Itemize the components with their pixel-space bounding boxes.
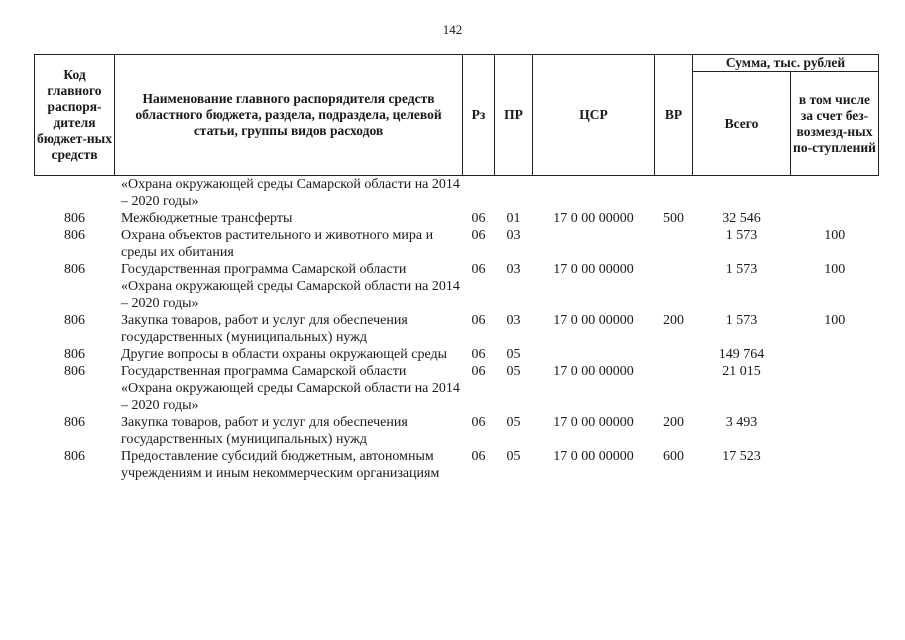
- header-sum-group: Сумма, тыс. рублей: [693, 55, 879, 72]
- row-name: Охрана объектов растительного и животного мира и среды их обитания: [121, 228, 434, 260]
- table-row: [35, 227, 879, 261]
- row-total: 3 493: [725, 415, 758, 430]
- row-code: 806: [64, 228, 85, 243]
- row-vr: [655, 346, 693, 363]
- table-row: [35, 210, 879, 227]
- row-vr: 200: [663, 415, 684, 430]
- page-number: 142: [442, 22, 463, 37]
- row-pr: 05: [506, 415, 521, 430]
- row-total: 1 573: [725, 262, 758, 277]
- row-code: 806: [64, 415, 85, 430]
- row-name: Другие вопросы в области охраны окружающей среды: [121, 347, 447, 362]
- table-row: [35, 414, 879, 448]
- header-pr: ПР: [495, 55, 533, 176]
- row-code: 806: [64, 262, 85, 277]
- row-rz: 06: [471, 211, 486, 226]
- row-total: 32 546: [722, 211, 761, 226]
- continuation-row: [35, 176, 879, 211]
- row-vr: 200: [663, 313, 684, 328]
- row-csr: 17 0 00 00000: [553, 262, 634, 277]
- budget-table: [34, 54, 879, 482]
- row-code: 806: [64, 211, 85, 226]
- row-incl: [791, 448, 879, 482]
- row-total: 1 573: [725, 313, 758, 328]
- row-incl: [791, 414, 879, 448]
- row-rz: 06: [471, 364, 486, 379]
- row-rz: 06: [471, 228, 486, 243]
- row-vr: [655, 363, 693, 414]
- row-vr: 500: [663, 211, 684, 226]
- header-name: Наименование главного распорядителя средств областного бюджета, раздела, подраздела, целевой статьи, группы видов расходов: [115, 55, 463, 176]
- row-csr: 17 0 00 00000: [553, 449, 634, 464]
- row-incl: 100: [824, 262, 846, 277]
- row-pr: 03: [506, 228, 521, 243]
- row-name: Государственная программа Самарской области «Охрана окружающей среды Самарской области на 2014 – 2020 годы»: [121, 364, 460, 413]
- row-name: Государственная программа Самарской области «Охрана окружающей среды Самарской области на 2014 – 2020 годы»: [121, 262, 460, 311]
- row-code: 806: [64, 364, 85, 379]
- row-code: 806: [64, 449, 85, 464]
- row-incl: 100: [824, 313, 846, 328]
- row-incl: [791, 346, 879, 363]
- row-incl: [791, 363, 879, 414]
- row-total: 1 573: [725, 228, 758, 243]
- header-rz: Рз: [463, 55, 495, 176]
- row-rz: 06: [471, 449, 486, 464]
- row-rz: 06: [471, 415, 486, 430]
- row-pr: 05: [506, 449, 521, 464]
- row-csr: 17 0 00 00000: [553, 415, 634, 430]
- header-csr: ЦСР: [533, 55, 655, 176]
- header-vr: ВР: [655, 55, 693, 176]
- row-pr: 05: [506, 364, 521, 379]
- row-name: Закупка товаров, работ и услуг для обеспечения государственных (муниципальных) нужд: [121, 313, 408, 345]
- table-header: [35, 55, 879, 176]
- continuation-text: «Охрана окружающей среды Самарской области на 2014 – 2020 годы»: [121, 177, 460, 209]
- table-row: [35, 448, 879, 482]
- row-total: 17 523: [722, 449, 761, 464]
- row-rz: 06: [471, 347, 486, 362]
- row-name: Закупка товаров, работ и услуг для обеспечения государственных (муниципальных) нужд: [121, 415, 408, 447]
- table-row: [35, 261, 879, 312]
- header-incl: в том числе за счет без-возмезд-ных по-ступлений: [791, 72, 879, 176]
- row-total: 21 015: [722, 364, 761, 379]
- row-code: 806: [64, 347, 85, 362]
- row-csr: 17 0 00 00000: [553, 313, 634, 328]
- row-code: 806: [64, 313, 85, 328]
- row-total: 149 764: [718, 347, 765, 362]
- row-name: Предоставление субсидий бюджетным, автономным учреждениям и иным некоммерческим организациям: [121, 449, 440, 481]
- row-pr: 03: [506, 262, 521, 277]
- row-csr: 17 0 00 00000: [553, 211, 634, 226]
- row-vr: 600: [663, 449, 684, 464]
- row-vr: [655, 227, 693, 261]
- row-pr: 01: [506, 211, 521, 226]
- row-csr: 17 0 00 00000: [553, 364, 634, 379]
- table-row: [35, 363, 879, 414]
- header-code: Код главного распоря-дителя бюджет-ных средств: [35, 55, 115, 176]
- row-name: Межбюджетные трансферты: [121, 211, 293, 226]
- header-total: Всего: [693, 72, 791, 176]
- row-incl: 100: [824, 228, 846, 243]
- table-row: [35, 346, 879, 363]
- row-csr: [533, 227, 655, 261]
- row-pr: 03: [506, 313, 521, 328]
- row-rz: 06: [471, 262, 486, 277]
- table-row: [35, 312, 879, 346]
- row-pr: 05: [506, 347, 521, 362]
- row-vr: [655, 261, 693, 312]
- row-incl: [791, 210, 879, 227]
- row-csr: [533, 346, 655, 363]
- row-rz: 06: [471, 313, 486, 328]
